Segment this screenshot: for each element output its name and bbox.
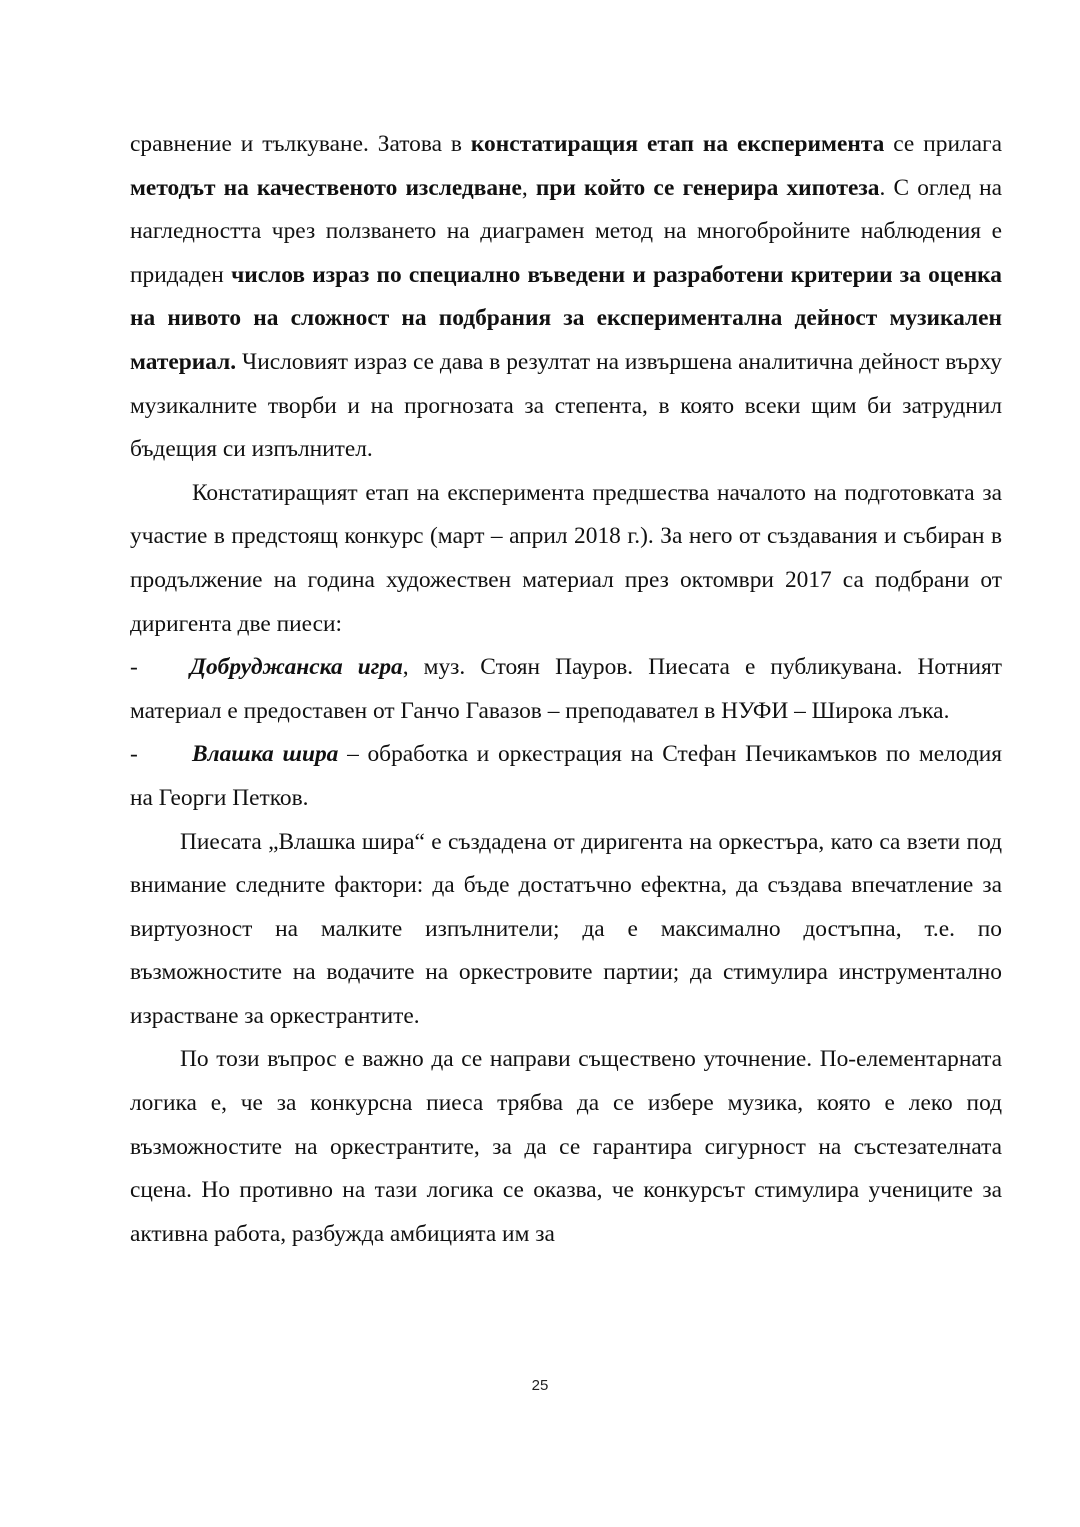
paragraph-3: Пиесата „Влашка шира“ е създадена от диригента на оркестъра, като са взети под внимание следните фактори: да бъде достатъчно ефектна, да създава впечатление за виртуозност на малките изпълнители; да е максимално достъпна, т.е. по възможностите на водачите на оркестровите партии; да стимулира инструментално израстване за оркестрантите.: [130, 828, 1002, 1029]
list-item-vlashka-shira: [130, 733, 1002, 820]
page-number: 25: [531, 1377, 549, 1394]
paragraph-1-bold-3: при който се генерира хипотеза: [535, 174, 880, 201]
document-body: [130, 123, 1002, 1256]
paragraph-1-text-2: се прилага: [884, 131, 1002, 157]
list-dash: -: [130, 741, 138, 768]
paragraph-1-text-3: ,: [521, 174, 536, 201]
paragraph-1-bold-2: методът на качественото изследване: [130, 174, 522, 201]
piece-title-vlashka-shira: Влашка шира: [192, 741, 339, 768]
paragraph-4: По този въпрос е важно да се направи съществено уточнение. По-елементарната логика е, че за конкурсна пиеса трябва да се избере музика, която е леко под възможностите на оркестрантите, за да се гарантира сигурност на състезателната сцена. Но противно на тази логика се оказва, че конкурсът стимулира учениците за активна работа, разбужда амбицията им за: [130, 1046, 1002, 1247]
paragraph-1-bold-1: констатиращия етап на експеримента: [470, 131, 885, 157]
list-dash: -: [130, 654, 138, 681]
paragraph-1: [130, 123, 1002, 472]
paragraph-1-text-5: Числовият израз се дава в резултат на извършена аналитична дейност върху музикалните творби и на прогнозата за степента, в която всеки щим би затруднил бъдещия си изпълнител.: [130, 348, 1002, 463]
list-item-text: , муз. Стоян Пауров. Пиесата е публикувана. Нотният материал е предоставен от Ганчо Гавазов – преподавател в НУФИ – Широка лъка.: [130, 654, 1003, 724]
paragraph-1-text-4: . С оглед на нагледността чрез ползването на диаграмен метод на многобройните наблюдения е придаден: [130, 174, 1003, 288]
list-item-dobrudzhanska-igra: [130, 646, 1002, 733]
paragraph-2: Констатиращият етап на експеримента предшества началото на подготовката за участие в предстоящ конкурс (март – април 2018 г.). За него от създавания и събиран в продължение на година художествен материал през октомври 2017 са подбрани от диригента две пиеси:: [130, 479, 1002, 637]
piece-title-dobrudzhanska-igra: Добруджанска игра: [190, 654, 403, 681]
paragraph-1-bold-4: числов израз по специално въведени и разработени критерии за оценка на нивото на сложност на подбрания за експериментална дейност музикален материал.: [130, 261, 1002, 375]
list-item-text: – обработка и оркестрация на Стефан Печикамъков по мелодия на Георги Петков.: [130, 741, 1003, 811]
paragraph-1-text-1: сравнение и тълкуване. Затова в: [130, 131, 471, 157]
